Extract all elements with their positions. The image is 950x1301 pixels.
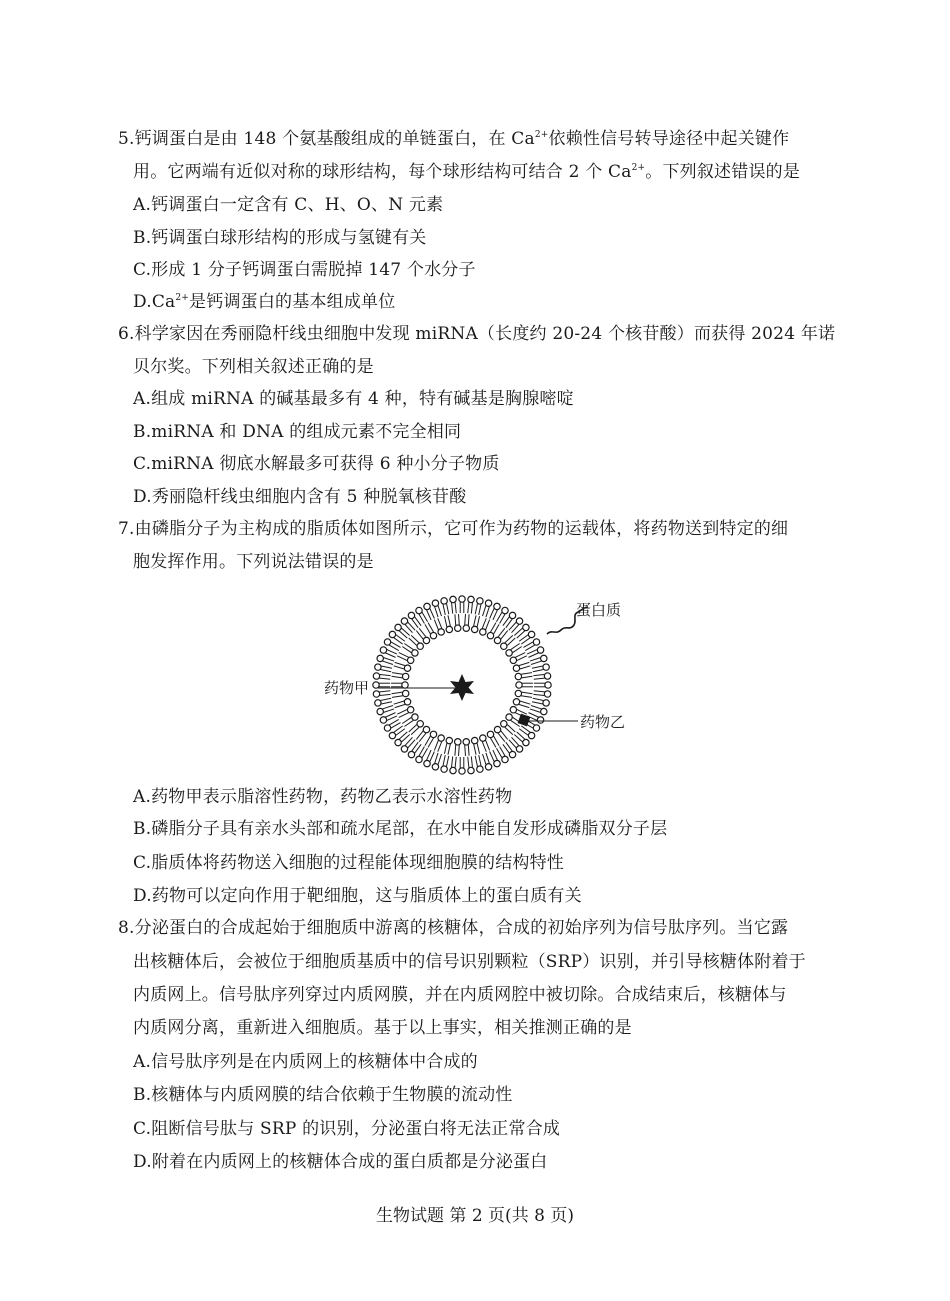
lipid-head — [424, 603, 430, 609]
q5-option-a: A.钙调蛋白一定含有 C、H、O、N 元素 — [133, 195, 444, 215]
lipid-head — [468, 596, 474, 602]
lipid-tail — [395, 704, 406, 707]
lipid-tail — [482, 742, 486, 752]
lipid-tail — [455, 614, 456, 625]
lipid-tail — [447, 756, 449, 767]
lipid-tail — [438, 606, 441, 616]
q5-stem-line-2: 用。它两端有近似对称的球形结构，每个球形结构可结合 2 个 $Ca^{2+}$。下列叙述错误的是 — [133, 162, 801, 182]
lipid-tail — [517, 709, 527, 714]
lipid-head — [477, 766, 483, 772]
lipid-tail — [522, 676, 533, 678]
lipid-tail — [533, 694, 544, 695]
lipid-tail — [477, 616, 479, 627]
lipid-head — [510, 657, 516, 663]
lipid-head — [501, 643, 507, 649]
lipid-tail — [399, 653, 409, 658]
lipid-tail — [532, 666, 543, 668]
lipid-head — [463, 625, 469, 631]
lipid-tail — [384, 709, 394, 712]
lipid-head — [480, 629, 486, 635]
lipid-tail — [430, 752, 434, 762]
lipid-head — [516, 682, 522, 688]
lipid-tail — [483, 606, 486, 616]
q5-option-c: C.形成 1 分子钙调蛋白需脱掉 147 个水分子 — [133, 260, 476, 280]
q8-stem-line-2: 出核糖体后，会被位于细胞质基质中的信号识别颗粒（SRP）识别，并引导核糖体附着于 — [133, 952, 806, 972]
lipid-tail — [397, 709, 407, 714]
lipid-head — [533, 725, 539, 731]
lipid-tail — [444, 616, 446, 627]
lipid-tail — [522, 692, 533, 694]
lipid-head — [373, 682, 379, 688]
q8-stem-line-1: 8.分泌蛋白的合成起始于细胞质中游离的核糖体，合成的初始序列为信号肽序列。当它露 — [118, 918, 789, 938]
lipid-tail — [452, 756, 453, 767]
lipid-head — [494, 637, 500, 643]
lipid-tail — [475, 756, 477, 767]
lipid-head — [407, 707, 413, 713]
q5-stem-line-1: 5.钙调蛋白是由 148 个氨基酸组成的单链蛋白，在 $Ca^{2+}$依赖性信号转导途径中起关键作 — [118, 129, 790, 149]
lipid-tail — [443, 755, 445, 766]
lipid-tail — [448, 744, 450, 755]
lipid-head — [494, 603, 500, 609]
q7-option-a: A.药物甲表示脂溶性药物，药物乙表示水溶性药物 — [133, 787, 513, 807]
q6-option-a: A.组成 miRNA 的碱基最多有 4 种，特有碱基是胸腺嘧啶 — [133, 389, 574, 409]
lipid-head — [402, 682, 408, 688]
lipid-head — [541, 708, 547, 714]
lipid-tail — [520, 701, 531, 704]
lipid-head — [402, 673, 408, 679]
lipid-head — [423, 726, 429, 732]
lipid-head — [446, 737, 452, 743]
lipid-tail — [394, 701, 405, 704]
lipid-tail — [474, 744, 476, 755]
lipid-tail — [521, 696, 532, 698]
lipid-head — [438, 629, 444, 635]
lipid-tail — [435, 607, 438, 617]
lipid-tail — [529, 713, 539, 717]
lipid-tail — [392, 692, 403, 694]
lipid-tail — [474, 615, 476, 626]
lipid-head — [380, 647, 386, 653]
lipid-tail — [530, 709, 540, 712]
lipid-head — [416, 607, 422, 613]
lipid-head — [501, 721, 507, 727]
lipid-head — [455, 625, 461, 631]
lipid-tail — [534, 678, 545, 679]
q6-option-b: B.miRNA 和 DNA 的组成元素不完全相同 — [133, 422, 462, 442]
lipid-tail — [452, 603, 453, 614]
lipid-tail — [483, 754, 486, 764]
lipid-head — [408, 612, 414, 618]
lipid-tail — [534, 691, 545, 692]
lipid-head — [506, 650, 512, 656]
lipid-head — [528, 732, 534, 738]
lipid-head — [438, 735, 444, 741]
lipid-tail — [380, 694, 391, 695]
q8-stem-line-3: 内质网上。信号肽序列穿过内质网膜，并在内质网腔中被切除。合成结束后，核糖体与 — [133, 985, 787, 1005]
lipid-tail — [479, 755, 481, 766]
lipid-tail — [471, 756, 472, 767]
liposome-figure — [300, 585, 660, 775]
protein-label: 蛋白质 — [576, 601, 622, 619]
lipid-tail — [520, 666, 531, 669]
lipid-head — [502, 756, 508, 762]
lipid-head — [395, 624, 401, 630]
lipid-head — [477, 598, 483, 604]
lipid-tail — [387, 650, 397, 654]
lipid-head — [485, 764, 491, 770]
lipid-tail — [468, 757, 469, 768]
lipid-tail — [465, 745, 466, 756]
lipid-head — [450, 596, 456, 602]
lipid-tail — [394, 666, 405, 669]
lipid-tail — [490, 752, 494, 762]
lipid-tail — [385, 713, 395, 717]
lipid-tail — [477, 743, 479, 754]
lipid-tail — [383, 706, 393, 709]
lipid-tail — [486, 607, 489, 617]
lipid-tail — [527, 650, 537, 654]
lipid-tail — [479, 604, 481, 615]
lipid-tail — [381, 702, 392, 704]
lipid-head — [545, 682, 551, 688]
lipid-tail — [379, 691, 390, 692]
q6-stem-line-1: 6.科学家因在秀丽隐杆线虫细胞中发现 miRNA（长度约 20-24 个核苷酸）而获得 2024 年诺 — [118, 324, 836, 344]
lipid-head — [494, 760, 500, 766]
lipid-head — [487, 632, 493, 638]
lipid-head — [455, 739, 461, 745]
lipid-head — [377, 655, 383, 661]
lipid-head — [509, 751, 515, 757]
lipid-head — [544, 673, 550, 679]
lipid-head — [432, 764, 438, 770]
lipid-tail — [392, 696, 403, 698]
lipid-head — [384, 725, 390, 731]
lipid-tail — [486, 620, 490, 630]
q7-option-c: C.脂质体将药物送入细胞的过程能体现细胞膜的结构特性 — [133, 853, 565, 873]
q5-option-d: $D.Ca^{2+}$是钙调蛋白的基本组成单位 — [133, 292, 396, 312]
lipid-head — [373, 691, 379, 697]
q8-option-d: D.附着在内质网上的核糖体合成的蛋白质都是分泌蛋白 — [133, 1152, 548, 1172]
lipid-head — [528, 631, 534, 637]
lipid-tail — [387, 716, 397, 720]
q6-option-d: D.秀丽隐杆线虫细胞内含有 5 种脱氧核苷酸 — [133, 487, 467, 507]
lipid-tail — [381, 666, 392, 668]
lipid-head — [509, 612, 515, 618]
q8-stem-line-4: 内质网分离，重新进入细胞质。基于以上事实，相关推测正确的是 — [133, 1018, 632, 1038]
lipid-head — [375, 700, 381, 706]
lipid-tail — [379, 678, 390, 679]
lipid-tail — [455, 602, 456, 613]
lipid-tail — [529, 653, 539, 657]
lipid-head — [380, 717, 386, 723]
lipid-tail — [435, 753, 438, 763]
lipid-tail — [438, 742, 442, 752]
lipid-head — [407, 657, 413, 663]
lipid-tail — [438, 618, 442, 628]
lipid-head — [416, 756, 422, 762]
lipid-head — [375, 664, 381, 670]
lipid-tail — [519, 704, 530, 707]
lipid-head — [373, 673, 379, 679]
lipid-head — [471, 626, 477, 632]
lipid-tail — [533, 670, 544, 672]
lipid-head — [485, 600, 491, 606]
lipid-head — [417, 721, 423, 727]
drug-b-label: 药物乙 — [580, 713, 626, 731]
lipid-head — [430, 632, 436, 638]
lipid-head — [523, 624, 529, 630]
lipid-head — [441, 766, 447, 772]
lipid-tail — [530, 658, 540, 661]
lipid-tail — [521, 673, 532, 675]
lipid-head — [423, 637, 429, 643]
lipid-head — [506, 714, 512, 720]
lipid-tail — [444, 743, 446, 754]
lipid-head — [417, 643, 423, 649]
lipid-head — [494, 726, 500, 732]
lipid-head — [459, 768, 465, 774]
lipid-tail — [397, 656, 407, 661]
lipid-tail — [468, 745, 469, 756]
lipid-tail — [443, 604, 445, 615]
lipid-tail — [392, 676, 403, 678]
lipid-tail — [533, 698, 544, 700]
lipid-tail — [438, 754, 441, 764]
lipid-head — [424, 760, 430, 766]
lipid-head — [395, 739, 401, 745]
lipid-head — [468, 767, 474, 773]
lipid-head — [463, 739, 469, 745]
q6-stem-line-2: 贝尔奖。下列相关叙述正确的是 — [133, 357, 374, 377]
lipid-head — [537, 647, 543, 653]
lipid-head — [401, 618, 407, 624]
lipid-head — [432, 600, 438, 606]
lipid-head — [543, 700, 549, 706]
lipid-tail — [384, 658, 394, 661]
lipid-head — [401, 746, 407, 752]
lipid-head — [502, 607, 508, 613]
lipid-tail — [531, 706, 541, 709]
lipid-head — [516, 746, 522, 752]
lipid-head — [377, 708, 383, 714]
lipid-head — [510, 707, 516, 713]
q7-option-d: D.药物可以定向作用于靶细胞，这与脂质体上的蛋白质有关 — [133, 886, 582, 906]
lipid-head — [441, 598, 447, 604]
lipid-head — [513, 665, 519, 671]
lipid-tail — [493, 750, 497, 760]
lipid-tail — [486, 753, 489, 763]
lipid-head — [389, 732, 395, 738]
lipid-tail — [380, 670, 391, 672]
lipid-head — [430, 731, 436, 737]
lipid-head — [404, 665, 410, 671]
lipid-tail — [471, 603, 472, 614]
q8-option-a: A.信号肽序列是在内质网上的核糖体中合成的 — [133, 1052, 478, 1072]
lipid-head — [533, 639, 539, 645]
lipid-tail — [455, 745, 456, 756]
q6-option-c: C.miRNA 彻底水解最多可获得 6 种小分子物质 — [133, 454, 500, 474]
q8-option-b: B.核糖体与内质网膜的结合依赖于生物膜的流动性 — [133, 1085, 513, 1105]
lipid-head — [541, 655, 547, 661]
lipid-tail — [392, 673, 403, 675]
q8-option-c: C.阻断信号肽与 SRP 的识别，分泌蛋白将无法正常合成 — [133, 1119, 561, 1139]
lipid-head — [513, 699, 519, 705]
page-footer: 生物试题 第 2 页(共 8 页) — [376, 1206, 574, 1226]
lipid-tail — [517, 656, 527, 661]
lipid-tail — [465, 614, 466, 625]
lipid-head — [384, 639, 390, 645]
lipid-tail — [490, 608, 494, 618]
lipid-tail — [482, 618, 486, 628]
lipid-tail — [430, 608, 434, 618]
drug-a-label: 药物甲 — [324, 679, 370, 697]
lipid-head — [516, 618, 522, 624]
lipid-tail — [468, 602, 469, 613]
lipid-head — [408, 751, 414, 757]
lipid-tail — [468, 614, 469, 625]
lipid-head — [544, 691, 550, 697]
lipid-tail — [448, 615, 450, 626]
q5-option-b: B.钙调蛋白球形结构的形成与氢键有关 — [133, 228, 427, 248]
lipid-head — [543, 664, 549, 670]
lipid-tail — [486, 740, 490, 750]
lipid-head — [459, 596, 465, 602]
lipid-head — [515, 673, 521, 679]
lipid-tail — [531, 661, 541, 664]
lipid-tail — [455, 757, 456, 768]
lipid-tail — [427, 750, 431, 760]
lipid-head — [389, 631, 395, 637]
q7-option-b: B.磷脂分子具有亲水头部和疏水尾部，在水中能自发形成磷脂双分子层 — [133, 819, 668, 839]
lipid-tail — [519, 662, 530, 665]
lipid-head — [412, 714, 418, 720]
lipid-head — [537, 717, 543, 723]
q7-stem-line-1: 7.由磷脂分子为主构成的脂质体如图所示，它可作为药物的运载体，将药物送到特定的细 — [118, 519, 789, 539]
lipid-tail — [434, 620, 438, 630]
lipid-head — [446, 626, 452, 632]
lipid-head — [523, 739, 529, 745]
drug-b-square — [518, 714, 531, 727]
lipid-tail — [475, 603, 477, 614]
lipid-head — [487, 731, 493, 737]
lipid-tail — [395, 662, 406, 665]
lipid-tail — [380, 675, 391, 676]
lipid-head — [471, 737, 477, 743]
lipid-head — [402, 690, 408, 696]
lipid-tail — [515, 653, 525, 658]
lipid-tail — [383, 661, 393, 664]
lipid-tail — [385, 653, 395, 657]
lipid-head — [480, 735, 486, 741]
lipid-tail — [399, 713, 409, 718]
lipid-tail — [493, 610, 497, 620]
q7-stem-line-2: 胞发挥作用。下列说法错误的是 — [133, 552, 374, 572]
lipid-head — [412, 650, 418, 656]
lipid-tail — [380, 698, 391, 700]
lipid-tail — [447, 603, 449, 614]
lipid-head — [515, 690, 521, 696]
lipid-head — [404, 699, 410, 705]
lipid-head — [450, 767, 456, 773]
lipid-tail — [427, 610, 431, 620]
lipid-tail — [458, 614, 459, 625]
lipid-tail — [533, 675, 544, 676]
lipid-tail — [458, 745, 459, 756]
lipid-tail — [434, 740, 438, 750]
lipid-tail — [532, 702, 543, 704]
